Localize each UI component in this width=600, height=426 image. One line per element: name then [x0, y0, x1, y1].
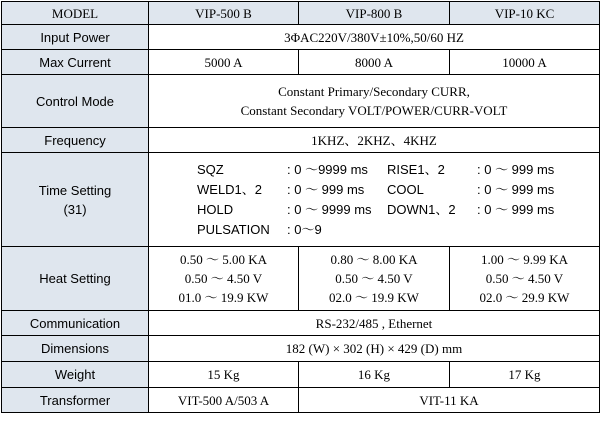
header-row: [2, 2, 600, 25]
max-current-row: [2, 50, 600, 75]
control-mode-line: Constant Primary/Secondary CURR,: [278, 84, 470, 99]
heat-setting-column: [149, 247, 299, 311]
row-label: Frequency: [2, 128, 149, 153]
row-label: Dimensions: [2, 336, 149, 362]
row-label: Communication: [2, 311, 149, 336]
timer-name: WELD1、2: [197, 181, 263, 197]
timer-range: : 0 ～ 999 ms: [477, 161, 555, 177]
spec-table-container: [1, 1, 599, 425]
time-setting-line: [197, 160, 554, 180]
transformer-value: VIT-500 A/503 A: [149, 388, 299, 413]
heat-range: 0.50 ～ 4.50 V: [335, 271, 413, 286]
heat-range: 1.00 ～ 9.99 KA: [480, 252, 569, 267]
time-setting-values: [149, 153, 600, 247]
row-label: Input Power: [2, 25, 149, 50]
time-setting-line: [197, 180, 554, 200]
time-setting-grid: [197, 160, 554, 240]
time-setting-label: Time Setting: [38, 182, 112, 198]
timer-name: DOWN1、2: [387, 201, 456, 217]
spec-table: [1, 1, 600, 413]
timer-range: : 0～9: [287, 221, 322, 237]
heat-setting-column: [450, 247, 600, 311]
dimensions-value: 182 (W) × 302 (H) × 429 (D) mm: [149, 336, 600, 362]
timer-range: : 0 ～ 9999 ms: [287, 201, 372, 217]
heat-setting-row: [2, 247, 600, 311]
model-name: VIP-10 KC: [450, 2, 600, 25]
row-label: [2, 153, 149, 247]
row-label: Transformer: [2, 388, 149, 413]
time-setting-count: (31): [63, 201, 87, 217]
communication-value: RS-232/485 , Ethernet: [149, 311, 600, 336]
weight-value: 17 Kg: [450, 362, 600, 388]
transformer-value: VIT-11 KA: [299, 388, 600, 413]
input-power-row: [2, 25, 600, 50]
model-name: VIP-800 B: [299, 2, 450, 25]
timer-range: : 0 ～ 999 ms: [477, 181, 555, 197]
timer-range: : 0 ～ 999 ms: [477, 201, 555, 217]
timer-name: RISE1、2: [387, 161, 445, 177]
transformer-row: [2, 388, 600, 413]
control-mode-value: [149, 75, 600, 128]
heat-range: 01.0 ～ 19.9 KW: [178, 290, 269, 305]
model-name: VIP-500 B: [149, 2, 299, 25]
control-mode-row: [2, 75, 600, 128]
heat-range: 0.80 ～ 8.00 KA: [330, 252, 418, 267]
heat-range: 0.50 ～ 4.50 V: [485, 271, 564, 286]
timer-range: : 0 ～ 999 ms: [287, 181, 365, 197]
timer-range: : 0 ～9999 ms: [287, 161, 368, 177]
timer-name: COOL: [387, 181, 424, 197]
frequency-value: 1KHZ、2KHZ、4KHZ: [149, 128, 600, 153]
frequency-row: [2, 128, 600, 153]
timer-name: SQZ: [197, 161, 224, 177]
weight-value: 16 Kg: [299, 362, 450, 388]
timer-name: PULSATION: [197, 221, 270, 237]
row-label: Heat Setting: [2, 247, 149, 311]
heat-range: 0.50 ～ 4.50 V: [184, 271, 263, 286]
time-setting-line: [197, 200, 554, 220]
weight-row: [2, 362, 600, 388]
row-label: Weight: [2, 362, 149, 388]
row-label: Max Current: [2, 50, 149, 75]
max-current-value: 8000 A: [299, 50, 450, 75]
time-setting-line: [197, 220, 554, 240]
control-mode-line: Constant Secondary VOLT/POWER/CURR-VOLT: [240, 103, 508, 118]
model-header: MODEL: [2, 2, 149, 25]
weight-value: 15 Kg: [149, 362, 299, 388]
row-label: Control Mode: [2, 75, 149, 128]
heat-range: 0.50 ～ 5.00 KA: [179, 252, 268, 267]
time-setting-row: [2, 153, 600, 247]
heat-range: 02.0 ～ 29.9 KW: [479, 290, 570, 305]
heat-range: 02.0 ～ 19.9 KW: [329, 290, 419, 305]
heat-setting-column: [299, 247, 450, 311]
dimensions-row: [2, 336, 600, 362]
max-current-value: 10000 A: [450, 50, 600, 75]
input-power-value: 3ΦAC220V/380V±10%,50/60 HZ: [149, 25, 600, 50]
timer-name: HOLD: [197, 201, 234, 217]
max-current-value: 5000 A: [149, 50, 299, 75]
communication-row: [2, 311, 600, 336]
